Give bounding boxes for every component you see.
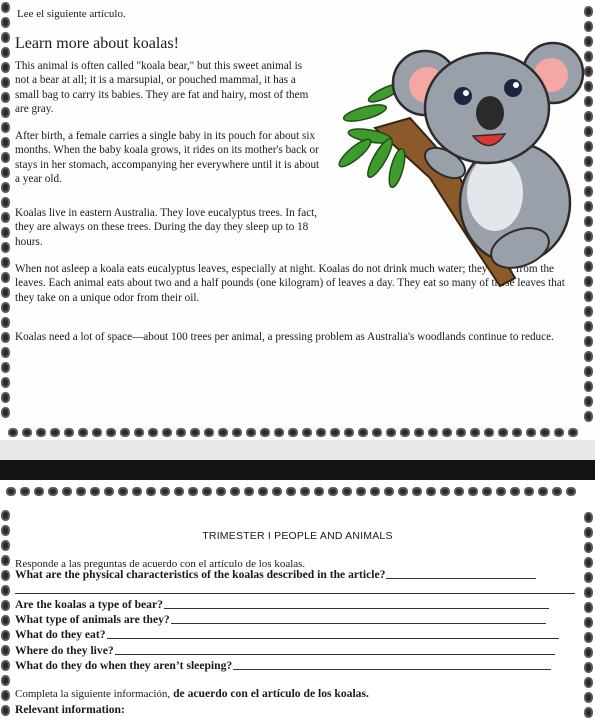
binding-ring — [1, 197, 10, 208]
binding-ring — [34, 487, 44, 496]
paragraph-5: Koalas need a lot of space—about 100 trees per animal, a pressing problem as Australia's woodlands continue to reduce. — [15, 331, 554, 343]
binding-ring — [106, 428, 116, 437]
binding-ring — [314, 487, 324, 496]
binding-ring — [216, 487, 226, 496]
relevant-information-label: Relevant information: — [15, 703, 125, 716]
binding-ring — [160, 487, 170, 496]
binding-ring — [148, 428, 158, 437]
binding-ring — [1, 17, 10, 28]
binding-ring — [260, 428, 270, 437]
binding-ring — [1, 630, 10, 641]
binding-ring — [384, 487, 394, 496]
binding-ring — [584, 51, 593, 62]
binding-ring — [1, 212, 10, 223]
complete-instruction-text: Completa la siguiente información, — [15, 688, 171, 700]
binding-ring — [1, 377, 10, 388]
binding-ring — [512, 428, 522, 437]
binding-ring — [584, 36, 593, 47]
binding-ring — [1, 272, 10, 283]
binding-ring — [76, 487, 86, 496]
binding-ring — [48, 487, 58, 496]
answer-line-2[interactable] — [164, 608, 549, 609]
binding-ring — [120, 428, 130, 437]
binding-ring — [1, 122, 10, 133]
complete-instruction-bold: de acuerdo con el artículo de los koalas. — [170, 687, 369, 700]
binding-ring — [328, 487, 338, 496]
binding-ring — [470, 428, 480, 437]
binding-ring — [584, 647, 593, 658]
binding-ring — [246, 428, 256, 437]
binding-ring — [62, 487, 72, 496]
binding-ring — [1, 317, 10, 328]
binding-ring — [584, 336, 593, 347]
binding-ring — [584, 111, 593, 122]
binding-ring — [1, 570, 10, 581]
binding-ring — [1, 257, 10, 268]
spiral-binding-top — [4, 486, 578, 498]
answer-line-3[interactable] — [171, 623, 546, 624]
binding-ring — [1, 615, 10, 626]
binding-ring — [412, 487, 422, 496]
binding-ring — [496, 487, 506, 496]
question-4-text: What do they eat? — [15, 628, 106, 641]
binding-ring — [358, 428, 368, 437]
binding-ring — [1, 332, 10, 343]
binding-ring — [540, 428, 550, 437]
article-title: Learn more about koalas! — [15, 35, 179, 52]
binding-ring — [118, 487, 128, 496]
binding-ring — [1, 47, 10, 58]
binding-ring — [370, 487, 380, 496]
binding-ring — [538, 487, 548, 496]
question-3-text: What type of animals are they? — [15, 613, 170, 626]
binding-ring — [6, 487, 16, 496]
worksheet-header: TRIMESTER I PEOPLE AND ANIMALS — [202, 530, 393, 542]
binding-ring — [1, 2, 10, 13]
question-1-text: What are the physical characteristics of the koalas described in the article? — [15, 568, 386, 581]
binding-ring — [442, 428, 452, 437]
binding-ring — [584, 617, 593, 628]
binding-ring — [1, 362, 10, 373]
binding-ring — [1, 137, 10, 148]
binding-ring — [426, 487, 436, 496]
question-2-text: Are the koalas a type of bear? — [15, 598, 163, 611]
binding-ring — [584, 381, 593, 392]
binding-ring — [584, 66, 593, 77]
binding-ring — [1, 510, 10, 521]
binding-ring — [566, 487, 576, 496]
koala-illustration — [335, 18, 585, 293]
binding-ring — [584, 512, 593, 523]
worksheet-page — [0, 480, 595, 720]
binding-ring — [456, 428, 466, 437]
binding-ring — [344, 428, 354, 437]
binding-ring — [188, 487, 198, 496]
binding-ring — [584, 306, 593, 317]
binding-ring — [584, 21, 593, 32]
questions-instruction: Responde a las preguntas de acuerdo con el artículo de los koalas. — [15, 558, 306, 570]
binding-ring — [202, 487, 212, 496]
answer-line-4[interactable] — [107, 638, 559, 639]
binding-ring — [1, 392, 10, 403]
binding-ring — [584, 632, 593, 643]
binding-ring — [468, 487, 478, 496]
binding-ring — [1, 167, 10, 178]
binding-ring — [526, 428, 536, 437]
binding-ring — [1, 555, 10, 566]
question-6 — [15, 659, 551, 672]
spiral-binding-bottom — [6, 427, 580, 439]
binding-ring — [584, 572, 593, 583]
binding-ring — [1, 347, 10, 358]
binding-ring — [64, 428, 74, 437]
binding-ring — [584, 351, 593, 362]
spiral-binding-left — [0, 0, 14, 420]
binding-ring — [584, 662, 593, 673]
binding-ring — [1, 287, 10, 298]
binding-ring — [386, 428, 396, 437]
binding-ring — [230, 487, 240, 496]
paragraph-3: Koalas live in eastern Australia. They love eucalyptus trees. In fact, they are always on these trees. During the day they sleep up to 18 hours. — [15, 207, 318, 248]
binding-ring — [78, 428, 88, 437]
binding-ring — [132, 487, 142, 496]
binding-ring — [584, 96, 593, 107]
binding-ring — [134, 428, 144, 437]
binding-ring — [524, 487, 534, 496]
binding-ring — [584, 587, 593, 598]
binding-ring — [8, 428, 18, 437]
binding-ring — [584, 141, 593, 152]
binding-ring — [36, 428, 46, 437]
answer-line-6[interactable] — [233, 669, 551, 670]
binding-ring — [584, 246, 593, 257]
binding-ring — [50, 428, 60, 437]
binding-ring — [316, 428, 326, 437]
question-2 — [15, 598, 549, 611]
question-3 — [15, 613, 546, 626]
binding-ring — [484, 428, 494, 437]
binding-ring — [440, 487, 450, 496]
binding-ring — [584, 156, 593, 167]
binding-ring — [218, 428, 228, 437]
binding-ring — [1, 585, 10, 596]
binding-ring — [584, 677, 593, 688]
binding-ring — [584, 542, 593, 553]
binding-ring — [20, 487, 30, 496]
binding-ring — [1, 92, 10, 103]
question-5-text: Where do they live? — [15, 644, 114, 657]
binding-ring — [204, 428, 214, 437]
binding-ring — [554, 428, 564, 437]
binding-ring — [1, 690, 10, 701]
binding-ring — [482, 487, 492, 496]
binding-ring — [286, 487, 296, 496]
binding-ring — [232, 428, 242, 437]
question-5 — [15, 644, 555, 657]
binding-ring — [584, 707, 593, 718]
binding-ring — [372, 428, 382, 437]
binding-ring — [584, 126, 593, 137]
binding-ring — [584, 6, 593, 17]
binding-ring — [1, 675, 10, 686]
binding-ring — [1, 600, 10, 611]
binding-ring — [498, 428, 508, 437]
complete-instruction — [15, 687, 369, 700]
binding-ring — [584, 366, 593, 377]
binding-ring — [356, 487, 366, 496]
binding-ring — [1, 32, 10, 43]
binding-ring — [288, 428, 298, 437]
binding-ring — [584, 291, 593, 302]
page-gap — [0, 440, 595, 480]
binding-ring — [552, 487, 562, 496]
binding-ring — [1, 407, 10, 418]
binding-ring — [584, 171, 593, 182]
binding-ring — [584, 692, 593, 703]
question-1 — [15, 568, 536, 581]
answer-line-1b[interactable] — [15, 593, 575, 594]
paragraph-2: After birth, a female carries a single baby in its pouch for about six months. When the baby koala grows, it rides on its mother's back or stays in her stomach, accompanying her everywhere until it is about a year old. — [15, 130, 320, 186]
answer-line-5[interactable] — [115, 654, 555, 655]
binding-ring — [414, 428, 424, 437]
binding-ring — [568, 428, 578, 437]
binding-ring — [584, 216, 593, 227]
binding-ring — [244, 487, 254, 496]
binding-ring — [400, 428, 410, 437]
binding-ring — [454, 487, 464, 496]
binding-ring — [104, 487, 114, 496]
question-6-text: What do they do when they aren’t sleeping? — [15, 659, 233, 672]
binding-ring — [1, 182, 10, 193]
binding-ring — [1, 77, 10, 88]
binding-ring — [176, 428, 186, 437]
binding-ring — [1, 152, 10, 163]
binding-ring — [1, 645, 10, 656]
binding-ring — [330, 428, 340, 437]
binding-ring — [22, 428, 32, 437]
binding-ring — [584, 321, 593, 332]
binding-ring — [174, 487, 184, 496]
binding-ring — [510, 487, 520, 496]
binding-ring — [302, 428, 312, 437]
binding-ring — [1, 705, 10, 716]
binding-ring — [1, 302, 10, 313]
binding-ring — [190, 428, 200, 437]
binding-ring — [584, 276, 593, 287]
reading-instruction: Lee el siguiente artículo. — [17, 8, 126, 20]
binding-ring — [300, 487, 310, 496]
binding-ring — [146, 487, 156, 496]
binding-ring — [584, 201, 593, 212]
binding-ring — [342, 487, 352, 496]
paragraph-4-text: When not asleep a koala eats eucalyptus leaves, especially at night. Koalas do not drink much water; they get it from the leaves. Each animal eats about two and a half pounds (one kilogram) of leaves a day. They eat so many of these leaves that they take on a unique odor from their oil. — [15, 263, 565, 304]
answer-line-1[interactable] — [386, 578, 536, 579]
paragraph-1: This animal is often called "koala bear," but this sweet animal is not a bear at all; it is a marsupial, or pouched mammal, it has a small bag to carry its babies. They are fat and hairy, most of them are gray. — [15, 60, 309, 116]
binding-ring — [428, 428, 438, 437]
binding-ring — [258, 487, 268, 496]
binding-ring — [90, 487, 100, 496]
binding-ring — [584, 396, 593, 407]
binding-ring — [584, 557, 593, 568]
binding-ring — [274, 428, 284, 437]
binding-ring — [1, 62, 10, 73]
binding-ring — [584, 186, 593, 197]
binding-ring — [1, 660, 10, 671]
binding-ring — [584, 81, 593, 92]
binding-ring — [92, 428, 102, 437]
binding-ring — [584, 411, 593, 422]
question-4 — [15, 628, 559, 641]
binding-ring — [1, 242, 10, 253]
binding-ring — [162, 428, 172, 437]
binding-ring — [398, 487, 408, 496]
binding-ring — [584, 602, 593, 613]
binding-ring — [584, 231, 593, 242]
binding-ring — [584, 261, 593, 272]
binding-ring — [1, 107, 10, 118]
binding-ring — [1, 227, 10, 238]
binding-ring — [272, 487, 282, 496]
